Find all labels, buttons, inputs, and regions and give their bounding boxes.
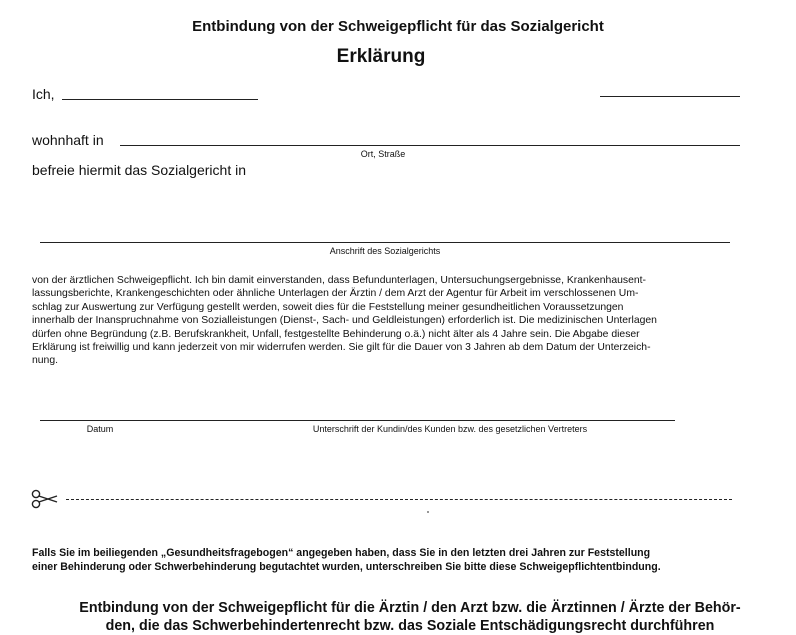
paragraph-line: schlag zur Auswertung zur Verfügung gestellt werden, soweit dies für die Feststellung meiner gesundheitlichen Voraussetzungen — [32, 301, 624, 313]
paragraph-line: von der ärztlichen Schweigepflicht. Ich bin damit einverstanden, dass Befundunterlagen, Untersuchungsergebnisse, Krankenhausent- — [32, 275, 646, 286]
unterschrift-caption: Unterschrift der Kundin/des Kunden bzw. des gesetzlichen Vertreters — [312, 424, 588, 434]
befreie-label: befreie hiermit das Sozialgericht in — [32, 162, 246, 178]
second-title-line-2: den, die das Schwerbehindertenrecht bzw. das Soziale Entschädigungsrecht durchführen — [105, 618, 715, 634]
paragraph-line: Erklärung ist freiwillig und kann jederzeit von mir widerrufen werden. Sie gilt für die Dauer von 3 Jahren ab dem Datum der Unterzeich- — [32, 342, 651, 354]
name-field-line[interactable] — [62, 99, 258, 100]
note-line-1: Falls Sie im beiliegenden „Gesundheitsfragebogen“ angegeben haben, dass Sie in den letzten drei Jahren zur Feststellung — [32, 547, 651, 559]
instruction-note — [32, 546, 772, 574]
address-field-line[interactable] — [120, 145, 740, 146]
birthdate-field-line[interactable] — [600, 96, 740, 97]
anschrift-caption: Anschrift des Sozialgerichts — [329, 246, 441, 256]
document-title: Entbindung von der Schweigepflicht für das Sozialgericht — [192, 18, 604, 35]
cut-line — [66, 499, 732, 500]
court-address-field-line[interactable] — [40, 242, 730, 243]
paragraph-line: nung. — [32, 355, 59, 367]
second-title-line-1: Entbindung von der Schweigepflicht für die Ärztin / den Arzt bzw. die Ärztinnen / Ärzte der Behör- — [79, 600, 741, 616]
paragraph-line: dürfen ohne Begründung (z.B. Berufskrankheit, Unfall, festgestellte Behinderung o.ä.) nicht älter als 4 Jahre sein. Die Abgabe dieser — [32, 328, 640, 340]
consent-paragraph — [32, 274, 740, 368]
scissors-icon — [30, 488, 60, 510]
paragraph-line: lassungsberichte, Krankengeschichten oder ähnliche Unterlagen der Ärztin / dem Arzt der Agentur für Arbeit im verschlossenen Um- — [32, 288, 639, 300]
wohnhaft-label: wohnhaft in — [32, 132, 104, 148]
declaration-heading: Erklärung — [336, 46, 426, 67]
paragraph-line: innerhalb der Inanspruchnahme von Sozialleistungen (Dienst-, Sach- und Geldleistungen) erforderlich ist. Die medizinischen Unterlagen — [32, 315, 657, 327]
ich-label: Ich, — [32, 86, 55, 102]
datum-caption: Datum — [86, 424, 114, 434]
ort-strasse-caption: Ort, Straße — [360, 149, 406, 159]
scan-speck — [427, 511, 429, 513]
note-line-2: einer Behinderung oder Schwerbehinderung begutachtet wurden, unterschreiben Sie bitte diese Schweigepflichtentbindung. — [32, 561, 661, 573]
signature-field-line[interactable] — [40, 420, 675, 421]
